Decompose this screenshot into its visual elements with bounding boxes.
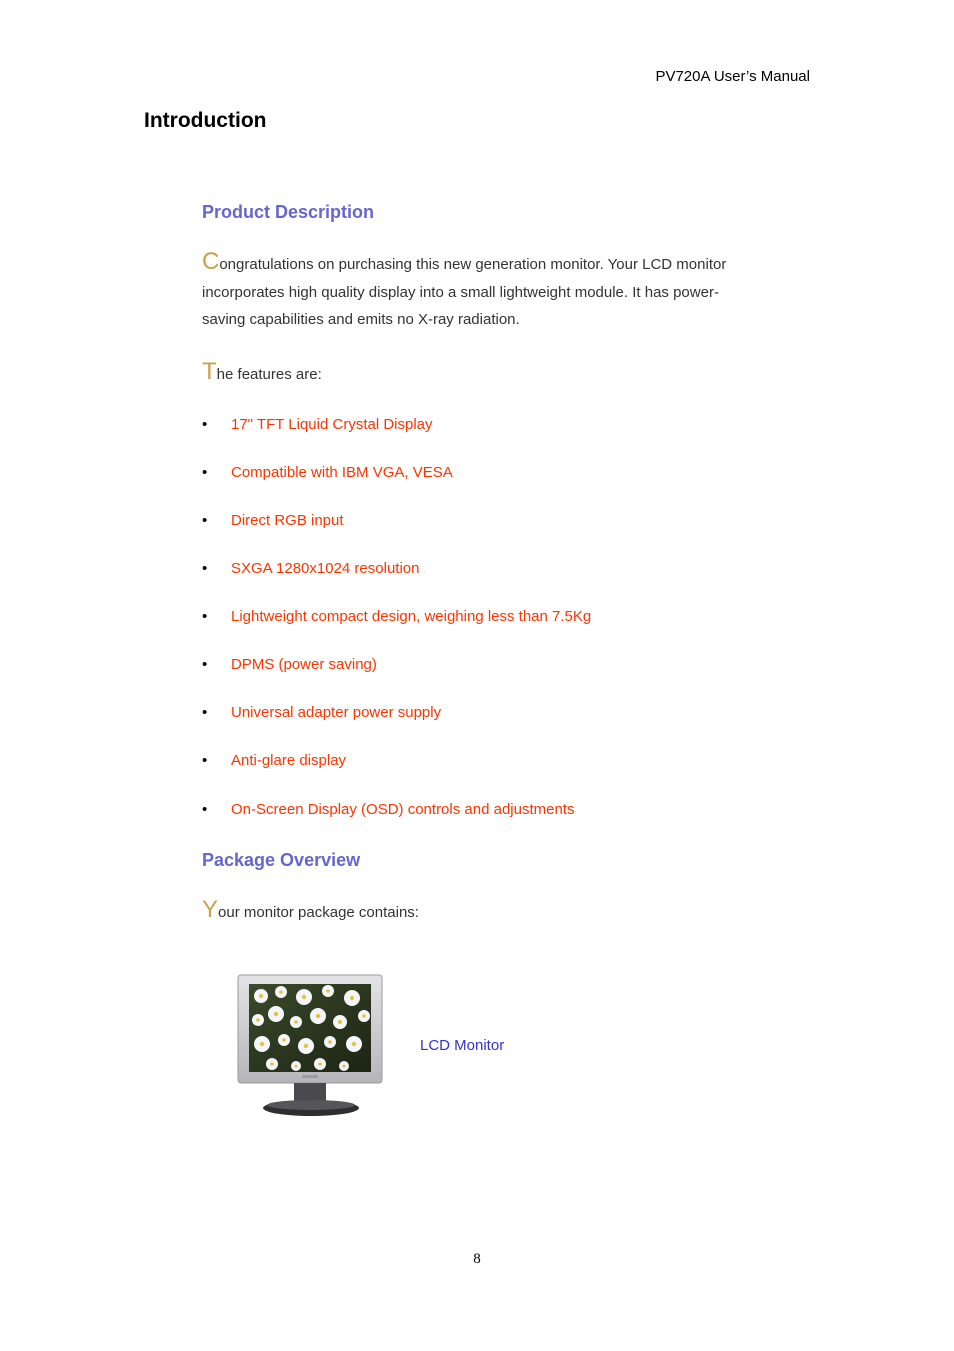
feature-item <box>202 752 346 769</box>
bullet: • <box>202 752 208 769</box>
feature-text: DPMS (power saving) <box>231 656 377 673</box>
bullet: • <box>202 801 208 818</box>
features-intro <box>202 360 742 389</box>
section-title: Introduction <box>144 109 267 132</box>
feature-text: On-Screen Display (OSD) controls and adjustments <box>231 801 575 818</box>
feature-text: Lightweight compact design, weighing less than 7.5Kg <box>231 608 592 625</box>
bullet: • <box>202 512 208 529</box>
dropcap: C <box>202 248 220 275</box>
bullet: • <box>202 656 208 673</box>
product-description-heading: Product Description <box>202 202 375 222</box>
feature-item <box>202 512 344 529</box>
feature-item <box>202 608 591 625</box>
bullet: • <box>202 560 208 577</box>
bullet: • <box>202 608 208 625</box>
product-description-paragraph <box>202 250 742 334</box>
lcd-monitor-image <box>236 972 386 1120</box>
feature-item <box>202 464 453 481</box>
bullet: • <box>202 704 208 721</box>
feature-text: Direct RGB input <box>231 512 344 529</box>
package-intro <box>202 898 742 927</box>
paragraph-text: ongratulations on purchasing this new generation monitor. Your LCD monitor incorporates high quality display into a small lightweight module. It has power- saving capabilities and emits no X-ray radiation. <box>202 256 727 328</box>
feature-text: SXGA 1280x1024 resolution <box>231 560 420 577</box>
bullet: • <box>202 416 208 433</box>
dropcap: T <box>202 358 217 385</box>
feature-item <box>202 416 433 433</box>
feature-item <box>202 656 377 673</box>
package-intro-text: our monitor package contains: <box>218 904 419 921</box>
lcd-monitor-caption: LCD Monitor <box>420 1037 505 1054</box>
feature-item <box>202 560 419 577</box>
running-header: PV720A User’s Manual <box>655 68 810 85</box>
package-overview-heading: Package Overview <box>202 850 361 870</box>
feature-item <box>202 801 574 818</box>
feature-item <box>202 704 441 721</box>
features-intro-text: he features are: <box>216 366 322 383</box>
bullet: • <box>202 464 208 481</box>
page-number: 8 <box>473 1251 481 1267</box>
feature-text: Universal adapter power supply <box>231 704 442 721</box>
feature-text: 17" TFT Liquid Crystal Display <box>231 416 433 433</box>
feature-text: Anti-glare display <box>231 752 347 769</box>
dropcap: Y <box>202 896 219 923</box>
feature-text: Compatible with IBM VGA, VESA <box>231 464 453 481</box>
